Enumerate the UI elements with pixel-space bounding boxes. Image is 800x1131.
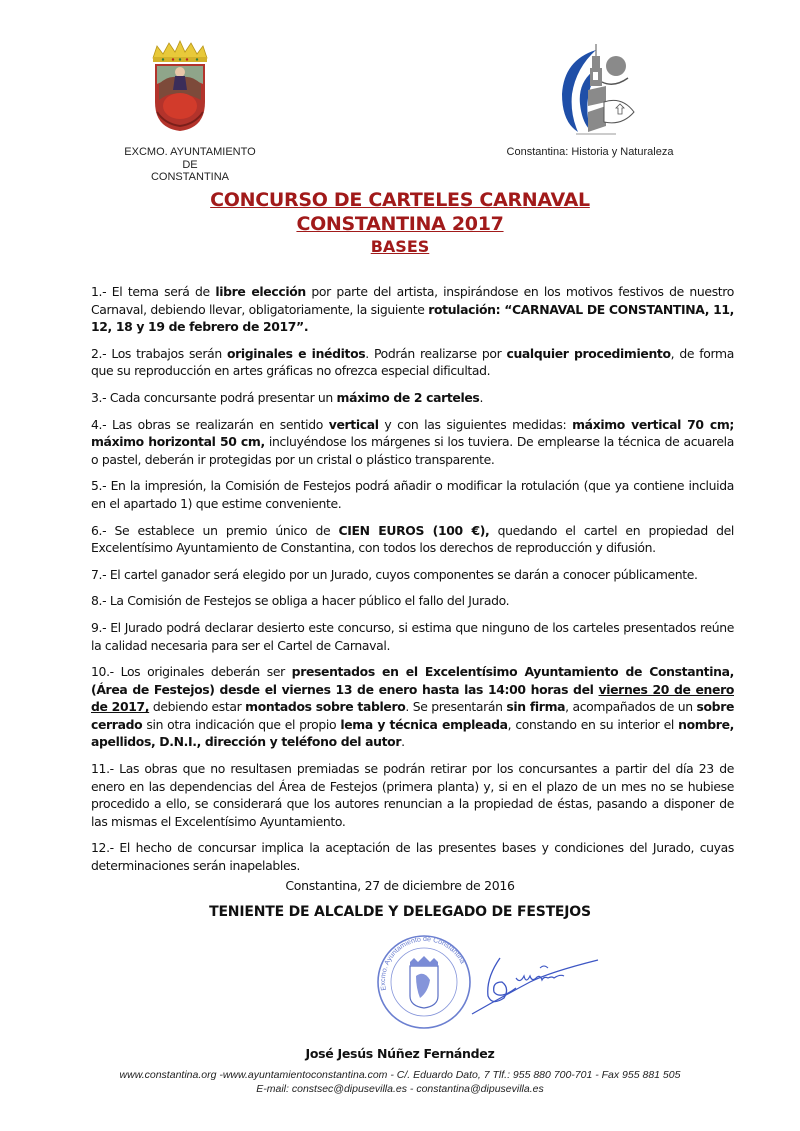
base-item-7: 7.- El cartel ganador será elegido por un Jurado, cuyos componentes se darán a conocer públicamente. <box>91 566 698 582</box>
signature-icon <box>470 948 600 1018</box>
stamp-text: Excmo. Ayuntamiento de Constantina <box>379 936 466 991</box>
bases-list <box>91 283 734 884</box>
base-item-9: 9.- El Jurado podrá declarar desierto este concurso, si estima que ninguno de los carteles presentados reúne la calidad necesaria para ser el Cartel de Carnaval. <box>91 619 734 653</box>
logo-caption: Constantina: Historia y Naturaleza <box>506 146 674 158</box>
base-item-1: 1.- El tema será de libre elección por parte del artista, inspirándose en los motivos festivos de nuestro Carnaval, debiendo llevar, obligatoriamente, la siguiente rotulación: “CARNAVAL DE CONSTANTINA, 11, 12, 18 y 19 de febrero de 2017”. <box>91 284 735 335</box>
footer-email-line: E-mail: constsec@dipusevilla.es - constantina@dipusevilla.es <box>256 1083 544 1095</box>
document-date: Constantina, 27 de diciembre de 2016 <box>285 878 515 893</box>
base-item-2: 2.- Los trabajos serán originales e inéditos. Podrán realizarse por cualquier procedimiento, de forma que su reproducción en artes gráficas no ofrezca especial dificultad. <box>91 345 735 379</box>
base-item-12: 12.- El hecho de concursar implica la aceptación de las presentes bases y condiciones del Jurado, cuyas determinaciones serán inapelables. <box>91 840 734 874</box>
base-item-8: 8.- La Comisión de Festejos se obliga a hacer público el fallo del Jurado. <box>91 593 510 609</box>
organization-name: EXCMO. AYUNTAMIENTO DE CONSTANTINA <box>124 146 256 183</box>
title-bases: BASES <box>370 237 430 256</box>
base-item-4: 4.- Las obras se realizarán en sentido vertical y con las siguientes medidas: máximo vertical 70 cm; máximo horizontal 50 cm, incluyéndose los márgenes si los tuviera. De emplearse la técnica de acuarela o pastel, deberán ir protegidas por un cristal o plástico transparente. <box>91 416 735 467</box>
base-item-6: 6.- Se establece un premio único de CIEN EUROS (100 €), quedando el cartel en propiedad del Excelentísimo Ayuntamiento de Constantina, con todos los derechos de reproducción y difusión. <box>91 522 734 556</box>
base-item-10: 10.- Los originales deberán ser presentados en el Excelentísimo Ayuntamiento de Constantina, (Área de Festejos) desde el viernes 13 de enero hasta las 14:00 horas del viernes 20 de enero de 2017, debiendo estar montados sobre tablero. Se presentarán sin firma, acompañados de un sobre cerrado sin otra indicación que el propio lema y técnica empleada, constando en su interior el nombre, apellidos, D.N.I., dirección y teléfono del autor. <box>91 664 735 750</box>
signer-name: José Jesús Núñez Fernández <box>305 1046 495 1061</box>
base-item-3: 3.- Cada concursante podrá presentar un máximo de 2 carteles. <box>91 389 484 405</box>
historia-naturaleza-logo-icon <box>556 42 638 138</box>
base-item-11: 11.- Las obras que no resultasen premiadas se podrán retirar por los concursantes a partir del día 23 de enero en las dependencias del Área de Festejos (primera planta) y, si en el plazo de un mes no se hubiese procedido a ello, se considerará que los autores renuncian a la propiedad de éstas, pasando a disponer de las mismas el Excelentísimo Ayuntamiento. <box>91 761 734 829</box>
coat-of-arms-icon <box>145 40 215 132</box>
base-item-5: 5.- En la impresión, la Comisión de Festejos podrá añadir o modificar la rotulación (que ya contiene incluida en el apartado 1) que estime conveniente. <box>91 478 734 511</box>
document-title <box>0 188 800 258</box>
title-line-1: CONCURSO DE CARTELES CARNAVAL <box>210 189 590 211</box>
footer-contact <box>0 1068 800 1096</box>
signer-role: TENIENTE DE ALCALDE Y DELEGADO DE FESTEJOS <box>209 904 591 920</box>
title-line-2: CONSTANTINA 2017 <box>296 213 504 235</box>
footer-address-line: www.constantina.org -www.ayuntamientoconstantina.com - C/. Eduardo Dato, 7 Tlf.: 955 880 700-701 - Fax 955 881 505 <box>119 1069 681 1081</box>
official-stamp-icon <box>372 930 484 1030</box>
